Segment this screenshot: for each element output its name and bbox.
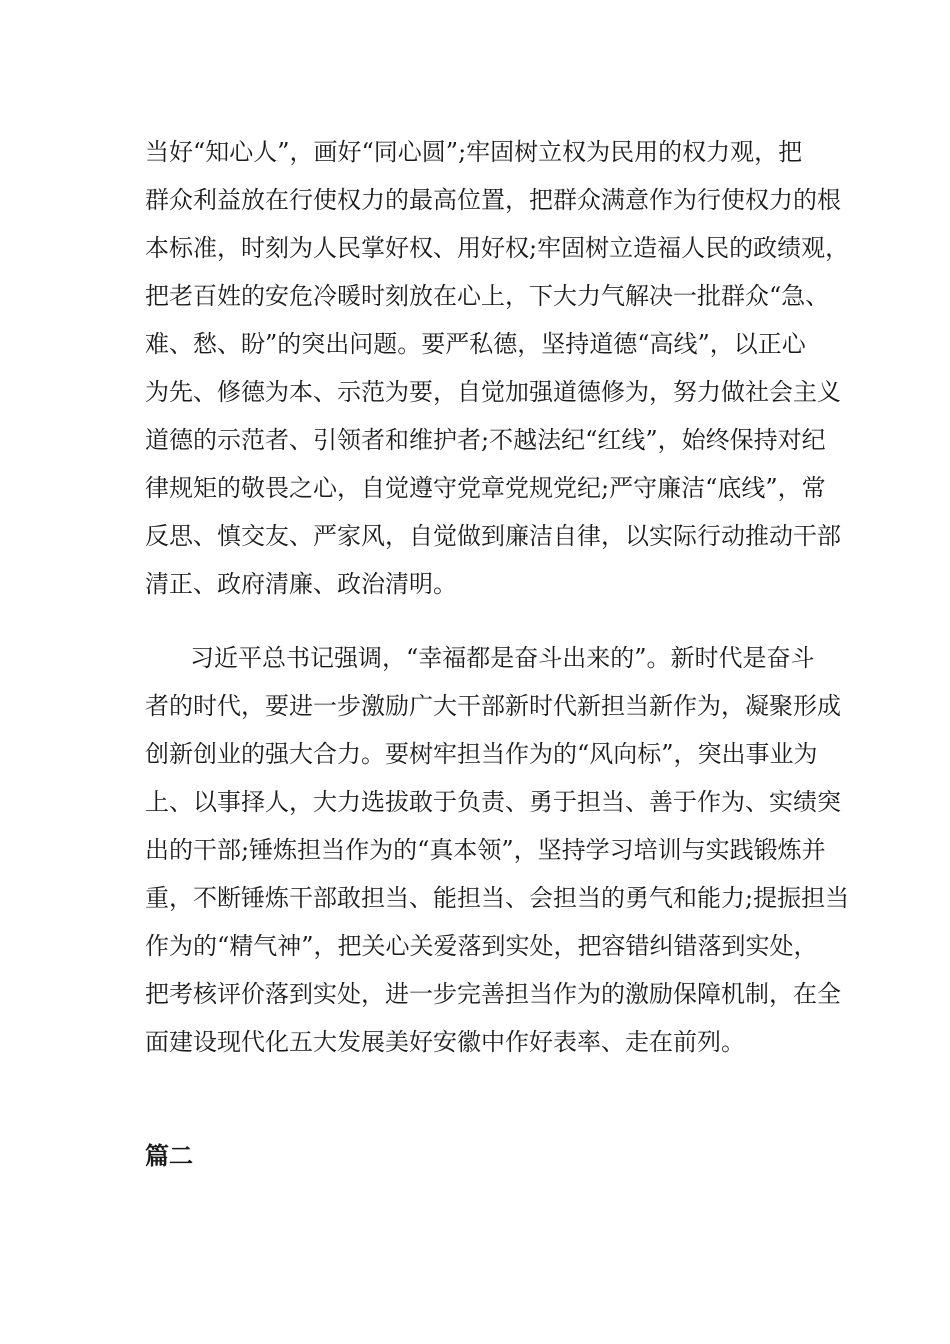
- paragraph-line: 创新创业的强大合力。要树牢担当作为的“风向标”，突出事业为: [145, 740, 818, 768]
- paragraph-line: 反思、慎交友、严家风，自觉做到廉洁自律，以实际行动推动干部: [145, 522, 841, 550]
- paragraph-line: 清正、政府清廉、政治清明。: [145, 570, 457, 598]
- paragraph-line: 把老百姓的安危冷暖时刻放在心上，下大力气解决一批群众“急、: [145, 282, 830, 310]
- paragraph-line: 习近平总书记强调，“幸福都是奋斗出来的”。新时代是奋斗: [190, 644, 815, 672]
- paragraph-line: 面建设现代化五大发展美好安徽中作好表率、走在前列。: [145, 1028, 745, 1056]
- paragraph-line: 把考核评价落到实处，进一步完善担当作为的激励保障机制，在全: [145, 980, 841, 1008]
- section-heading: 篇二: [145, 1142, 193, 1170]
- paragraph-line: 当好“知心人”，画好“同心圆”;牢固树立权为民用的权力观，把: [145, 138, 803, 166]
- paragraph-line: 为先、修德为本、示范为要，自觉加强道德修为，努力做社会主义: [145, 378, 841, 406]
- paragraph-line: 上、以事择人，大力选拔敢于负责、勇于担当、善于作为、实绩突: [145, 788, 841, 816]
- paragraph-line: 道德的示范者、引领者和维护者;不越法纪“红线”，始终保持对纪: [145, 426, 826, 454]
- paragraph-line: 本标准，时刻为人民掌好权、用好权;牢固树立造福人民的政绩观，: [145, 234, 850, 262]
- paragraph-line: 律规矩的敬畏之心，自觉遵守党章党规党纪;严守廉洁“底线”，常: [145, 474, 826, 502]
- paragraph-line: 者的时代，要进一步激励广大干部新时代新担当新作为，凝聚形成: [145, 692, 841, 720]
- paragraph-line: 重，不断锤炼干部敢担当、能担当、会担当的勇气和能力;提振担当: [145, 884, 850, 912]
- paragraph-line: 出的干部;锤炼担当作为的“真本领”，坚持学习培训与实践锻炼并: [145, 836, 826, 864]
- paragraph-line: 难、愁、盼”的突出问题。要严私德，坚持道德“高线”，以正心: [145, 330, 806, 358]
- paragraph-line: 群众利益放在行使权力的最高位置，把群众满意作为行使权力的根: [145, 186, 841, 214]
- paragraph-line: 作为的“精气神”，把关心关爱落到实处，把容错纠错落到实处，: [145, 932, 818, 960]
